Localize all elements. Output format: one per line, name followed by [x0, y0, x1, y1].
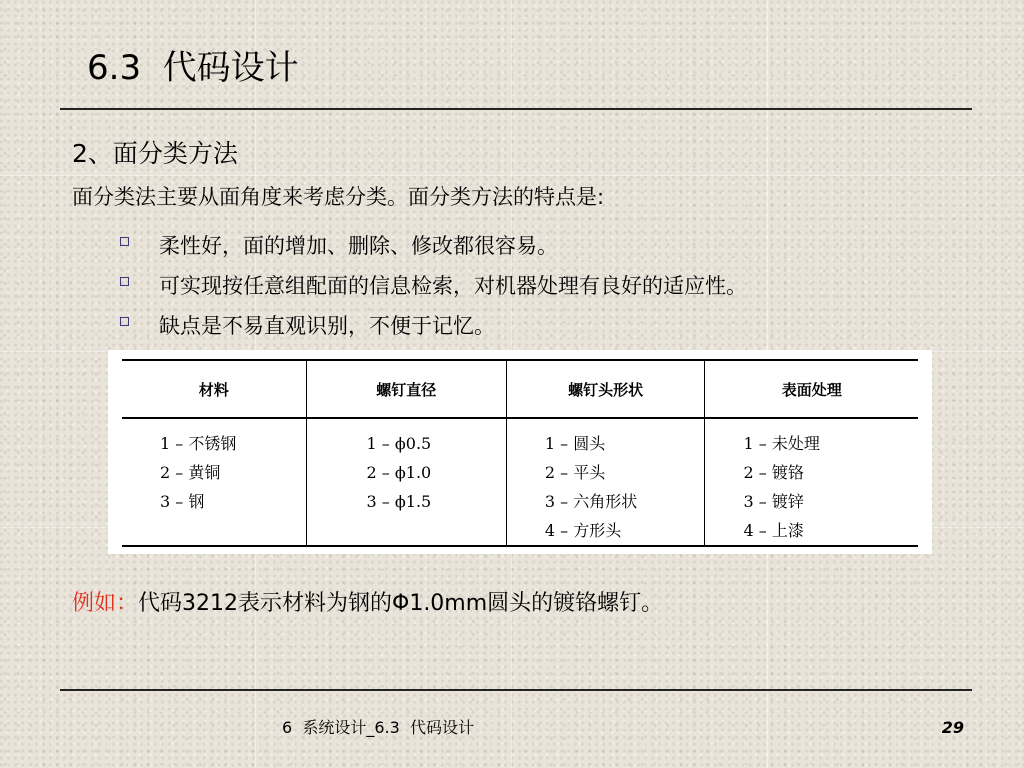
table-row — [122, 418, 918, 546]
list-item-text: 柔性好，面的增加、删除、修改都很容易。 — [159, 234, 558, 258]
table-entry: 3 – 钢 — [160, 492, 205, 511]
material-cell — [122, 418, 306, 546]
footer-text: 6 系统设计_6.3 代码设计 — [282, 718, 474, 737]
list-item-text: 可实现按任意组配面的信息检索，对机器处理有良好的适应性。 — [159, 274, 747, 298]
intro-text: 面分类法主要从面角度来考虑分类。面分类方法的特点是: — [72, 185, 605, 209]
table-entry: 1 – 未处理 — [743, 434, 820, 453]
list-item-text: 缺点是不易直观识别，不便于记忆。 — [159, 314, 495, 338]
list-item — [120, 225, 747, 265]
classification-table-image — [108, 350, 932, 554]
table-entry: 3 – 六角形状 — [544, 492, 638, 511]
column-header: 螺钉直径 — [306, 360, 506, 418]
title-divider — [60, 108, 972, 110]
section-heading: 2、面分类方法 — [72, 139, 238, 168]
column-header: 螺钉头形状 — [506, 360, 705, 418]
list-item — [120, 305, 747, 345]
table-header-row — [122, 360, 918, 418]
table-entry: 2 – 镀铬 — [743, 463, 804, 482]
example-label: 例如： — [72, 591, 139, 616]
slide-title: 6.3 代码设计 — [87, 48, 299, 88]
table-entry: 2 – 黄铜 — [160, 463, 221, 482]
table-entry: 2 – 平头 — [544, 463, 606, 482]
head-shape-cell — [506, 418, 705, 546]
hollow-square-bullet-icon — [120, 277, 129, 286]
example-text: 代码3212表示材料为钢的Φ1.0mm圆头的镀铬螺钉。 — [138, 591, 664, 616]
column-header: 表面处理 — [705, 360, 918, 418]
column-header: 材料 — [122, 360, 306, 418]
diameter-cell — [306, 418, 506, 546]
example-line — [72, 588, 663, 620]
table-entry: 1 – 不锈钢 — [160, 434, 237, 453]
table-entry: 4 – 方形头 — [544, 521, 622, 540]
table-entry: 1 – 圆头 — [544, 434, 606, 453]
footer-divider — [60, 689, 972, 691]
hollow-square-bullet-icon — [120, 317, 129, 326]
table-entry: 3 – 镀锌 — [743, 492, 804, 511]
table-entry: 4 – 上漆 — [743, 521, 804, 540]
surface-treatment-cell — [705, 418, 918, 546]
classification-table — [122, 359, 918, 547]
hollow-square-bullet-icon — [120, 237, 129, 246]
background-seam — [0, 175, 1024, 176]
page-number: 29 — [941, 718, 964, 737]
list-item — [120, 265, 747, 305]
table-entry: 1 – ϕ0.5 — [366, 434, 432, 453]
table-entry: 2 – ϕ1.0 — [366, 463, 432, 482]
feature-list — [120, 225, 747, 345]
table-entry: 3 – ϕ1.5 — [366, 492, 432, 511]
